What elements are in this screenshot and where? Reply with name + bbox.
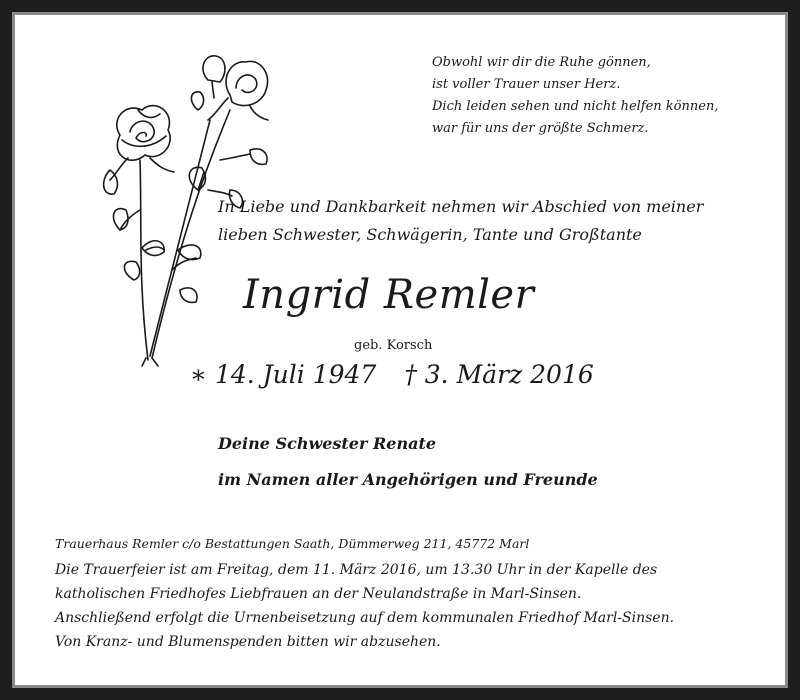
funeral-details xyxy=(55,534,674,654)
footer-line: Anschließend erfolgt die Urnenbeisetzung auf dem kommunalen Friedhof Marl-Sinsen. xyxy=(55,610,675,626)
poem-line: war für uns der größte Schmerz. xyxy=(432,121,649,136)
signature-line: im Namen aller Angehörigen und Freunde xyxy=(218,470,598,489)
footer-line: Die Trauerfeier ist am Freitag, dem 11. März 2016, um 13.30 Uhr in der Kapelle des xyxy=(55,562,658,578)
life-dates xyxy=(190,360,594,389)
intro-line: In Liebe und Dankbarkeit nehmen wir Abschied von meiner xyxy=(218,197,704,216)
birth-date: ∗ 14. Juli 1947 xyxy=(190,360,377,389)
death-date: † 3. März 2016 xyxy=(404,360,594,389)
footer-line: Von Kranz- und Blumenspenden bitten wir abzusehen. xyxy=(55,634,441,650)
mourning-address: Trauerhaus Remler c/o Bestattungen Saath, Dümmerweg 211, 45772 Marl xyxy=(55,536,530,551)
poem-line: Obwohl wir dir die Ruhe gönnen, xyxy=(432,55,651,70)
deceased-name: Ingrid Remler xyxy=(243,272,535,318)
maiden-name: geb. Korsch xyxy=(354,338,433,353)
poem-line: ist voller Trauer unser Herz. xyxy=(432,77,621,92)
intro-text xyxy=(218,193,703,249)
signature xyxy=(218,426,598,498)
signature-line: Deine Schwester Renate xyxy=(218,434,437,453)
footer-line: katholischen Friedhofes Liebfrauen an der Neulandstraße in Marl-Sinsen. xyxy=(55,586,582,602)
poem xyxy=(432,52,718,140)
intro-line: lieben Schwester, Schwägerin, Tante und Großtante xyxy=(218,225,642,244)
poem-line: Dich leiden sehen und nicht helfen können, xyxy=(432,99,719,114)
